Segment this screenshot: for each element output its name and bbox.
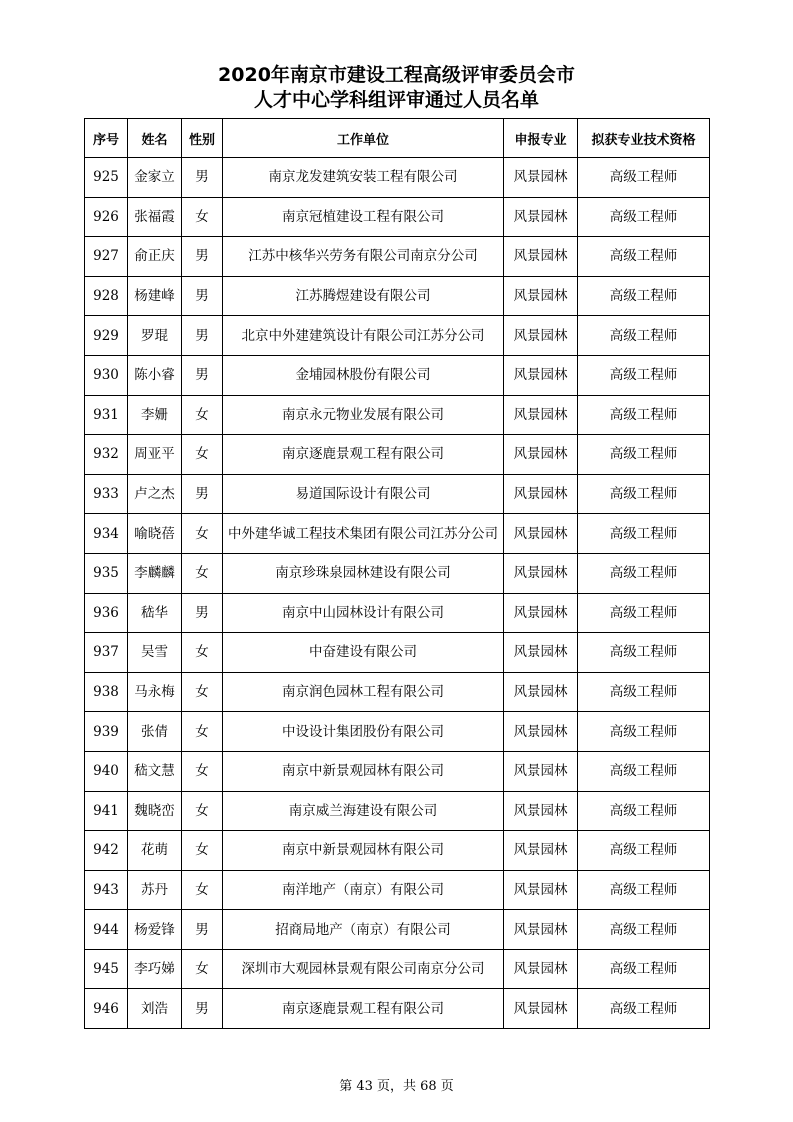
cell-major: 风景园林 [504,514,578,554]
cell-name: 陈小睿 [128,355,182,395]
cell-qualification: 高级工程师 [578,276,710,316]
table-row [85,751,710,791]
cell-employer: 中外建华诚工程技术集团有限公司江苏分公司 [223,514,504,554]
cell-name: 俞正庆 [128,237,182,277]
cell-major: 风景园林 [504,870,578,910]
cell-gender: 男 [182,158,223,198]
cell-qualification: 高级工程师 [578,435,710,475]
cell-name: 马永梅 [128,672,182,712]
cell-qualification: 高级工程师 [578,633,710,673]
column-header-name: 姓名 [128,119,182,158]
table-row [85,197,710,237]
cell-major: 风景园林 [504,276,578,316]
cell-name: 李姗 [128,395,182,435]
cell-serial: 934 [85,514,128,554]
cell-serial: 946 [85,989,128,1029]
table-row [85,355,710,395]
cell-qualification: 高级工程师 [578,989,710,1029]
cell-qualification: 高级工程师 [578,672,710,712]
cell-gender: 男 [182,355,223,395]
table-row [85,514,710,554]
cell-name: 嵇文慧 [128,751,182,791]
column-header-qualification: 拟获专业技术资格 [578,119,710,158]
cell-qualification: 高级工程师 [578,514,710,554]
table-row [85,395,710,435]
cell-name: 魏晓峦 [128,791,182,831]
column-header-serial: 序号 [85,119,128,158]
table-row [85,949,710,989]
cell-major: 风景园林 [504,989,578,1029]
table-row [85,435,710,475]
cell-serial: 938 [85,672,128,712]
cell-name: 喻晓蓓 [128,514,182,554]
cell-major: 风景园林 [504,831,578,871]
cell-employer: 北京中外建建筑设计有限公司江苏分公司 [223,316,504,356]
cell-gender: 女 [182,712,223,752]
cell-employer: 南京龙发建筑安装工程有限公司 [223,158,504,198]
cell-major: 风景园林 [504,237,578,277]
cell-qualification: 高级工程师 [578,910,710,950]
cell-serial: 926 [85,197,128,237]
document-title-line1: 2020年南京市建设工程高级评审委员会市 [218,64,575,86]
cell-name: 张福霞 [128,197,182,237]
table-row [85,237,710,277]
cell-gender: 男 [182,237,223,277]
cell-employer: 江苏中核华兴劳务有限公司南京分公司 [223,237,504,277]
personnel-table [84,118,710,1029]
cell-major: 风景园林 [504,197,578,237]
cell-name: 李巧娣 [128,949,182,989]
cell-serial: 931 [85,395,128,435]
cell-major: 风景园林 [504,751,578,791]
table-row [85,474,710,514]
cell-serial: 937 [85,633,128,673]
cell-name: 刘浩 [128,989,182,1029]
cell-employer: 南京逐鹿景观工程有限公司 [223,989,504,1029]
cell-name: 花萌 [128,831,182,871]
cell-gender: 女 [182,197,223,237]
cell-name: 张倩 [128,712,182,752]
cell-serial: 944 [85,910,128,950]
cell-major: 风景园林 [504,316,578,356]
cell-serial: 935 [85,553,128,593]
cell-serial: 941 [85,791,128,831]
cell-gender: 女 [182,553,223,593]
cell-employer: 南京逐鹿景观工程有限公司 [223,435,504,475]
page-footer: 第 43 页，共 68 页 [339,1079,454,1094]
table-row [85,910,710,950]
cell-employer: 易道国际设计有限公司 [223,474,504,514]
cell-qualification: 高级工程师 [578,355,710,395]
cell-serial: 945 [85,949,128,989]
table-row [85,553,710,593]
cell-gender: 女 [182,672,223,712]
cell-qualification: 高级工程师 [578,751,710,791]
cell-employer: 招商局地产（南京）有限公司 [223,910,504,950]
cell-serial: 943 [85,870,128,910]
column-header-major: 申报专业 [504,119,578,158]
cell-major: 风景园林 [504,395,578,435]
cell-qualification: 高级工程师 [578,553,710,593]
cell-qualification: 高级工程师 [578,593,710,633]
cell-gender: 女 [182,751,223,791]
cell-qualification: 高级工程师 [578,395,710,435]
cell-employer: 南京润色园林工程有限公司 [223,672,504,712]
cell-serial: 933 [85,474,128,514]
cell-employer: 中设设计集团股份有限公司 [223,712,504,752]
cell-gender: 女 [182,791,223,831]
cell-major: 风景园林 [504,355,578,395]
table-row [85,316,710,356]
cell-gender: 男 [182,474,223,514]
cell-employer: 南京中新景观园林有限公司 [223,831,504,871]
cell-gender: 女 [182,633,223,673]
cell-major: 风景园林 [504,158,578,198]
cell-gender: 男 [182,593,223,633]
cell-name: 杨爱锋 [128,910,182,950]
cell-major: 风景园林 [504,593,578,633]
column-header-gender: 性别 [182,119,223,158]
table-row [85,276,710,316]
cell-qualification: 高级工程师 [578,158,710,198]
cell-name: 苏丹 [128,870,182,910]
table-header-row [85,119,710,158]
cell-name: 李麟麟 [128,553,182,593]
cell-serial: 925 [85,158,128,198]
cell-gender: 女 [182,870,223,910]
cell-serial: 936 [85,593,128,633]
cell-employer: 南京威兰海建设有限公司 [223,791,504,831]
cell-major: 风景园林 [504,949,578,989]
cell-employer: 江苏腾煜建设有限公司 [223,276,504,316]
column-header-employer: 工作单位 [223,119,504,158]
table-row [85,158,710,198]
cell-qualification: 高级工程师 [578,870,710,910]
table-row [85,870,710,910]
cell-major: 风景园林 [504,791,578,831]
cell-major: 风景园林 [504,910,578,950]
cell-name: 金家立 [128,158,182,198]
cell-gender: 女 [182,949,223,989]
cell-qualification: 高级工程师 [578,197,710,237]
cell-employer: 深圳市大观园林景观有限公司南京分公司 [223,949,504,989]
table-row [85,831,710,871]
cell-name: 周亚平 [128,435,182,475]
cell-serial: 939 [85,712,128,752]
cell-major: 风景园林 [504,633,578,673]
cell-name: 卢之杰 [128,474,182,514]
cell-gender: 男 [182,989,223,1029]
cell-serial: 930 [85,355,128,395]
cell-gender: 女 [182,831,223,871]
document-title-line2: 人才中心学科组评审通过人员名单 [253,89,539,111]
table-row [85,593,710,633]
cell-name: 杨建峰 [128,276,182,316]
table-row [85,712,710,752]
cell-gender: 男 [182,276,223,316]
table-row [85,633,710,673]
cell-gender: 女 [182,514,223,554]
cell-serial: 940 [85,751,128,791]
cell-qualification: 高级工程师 [578,949,710,989]
cell-major: 风景园林 [504,553,578,593]
cell-employer: 南京中山园林设计有限公司 [223,593,504,633]
cell-employer: 南洋地产（南京）有限公司 [223,870,504,910]
cell-employer: 金埔园林股份有限公司 [223,355,504,395]
table-row [85,989,710,1029]
table-row [85,791,710,831]
cell-qualification: 高级工程师 [578,474,710,514]
cell-qualification: 高级工程师 [578,831,710,871]
cell-employer: 南京永元物业发展有限公司 [223,395,504,435]
table-row [85,672,710,712]
cell-gender: 女 [182,435,223,475]
cell-name: 吴雪 [128,633,182,673]
cell-serial: 927 [85,237,128,277]
cell-major: 风景园林 [504,474,578,514]
cell-qualification: 高级工程师 [578,791,710,831]
cell-major: 风景园林 [504,712,578,752]
cell-name: 罗琨 [128,316,182,356]
cell-qualification: 高级工程师 [578,316,710,356]
cell-gender: 男 [182,316,223,356]
cell-employer: 中奋建设有限公司 [223,633,504,673]
cell-gender: 男 [182,910,223,950]
cell-qualification: 高级工程师 [578,237,710,277]
cell-serial: 932 [85,435,128,475]
cell-major: 风景园林 [504,435,578,475]
table-body [85,158,710,1029]
cell-serial: 928 [85,276,128,316]
cell-qualification: 高级工程师 [578,712,710,752]
cell-name: 嵇华 [128,593,182,633]
cell-gender: 女 [182,395,223,435]
cell-employer: 南京冠植建设工程有限公司 [223,197,504,237]
cell-employer: 南京珍珠泉园林建设有限公司 [223,553,504,593]
cell-employer: 南京中新景观园林有限公司 [223,751,504,791]
cell-serial: 942 [85,831,128,871]
cell-serial: 929 [85,316,128,356]
cell-major: 风景园林 [504,672,578,712]
